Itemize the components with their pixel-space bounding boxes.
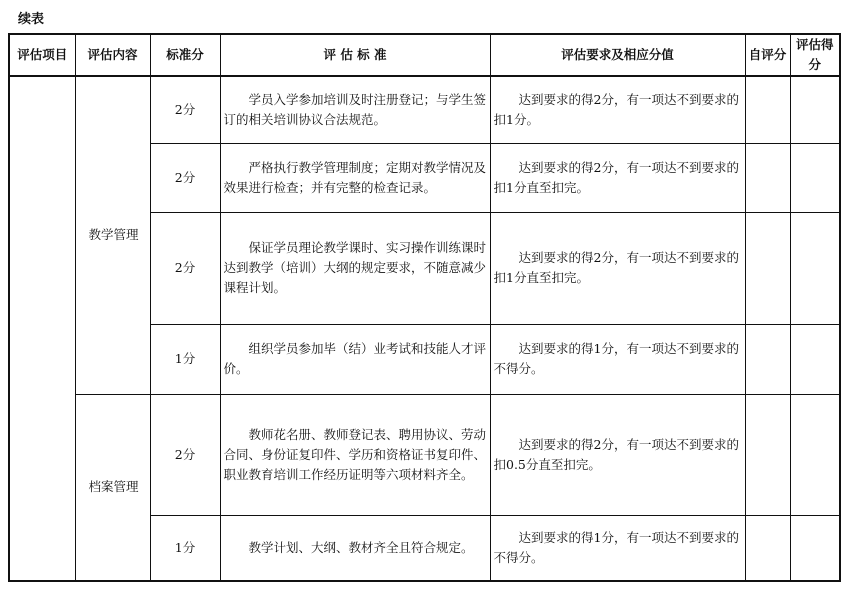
- group-archives-management: 档案管理: [75, 394, 150, 581]
- header-self-score: 自评分: [745, 34, 790, 76]
- standard-cell: 保证学员理论教学课时、实习操作训练课时达到教学（培训）大纲的规定要求，不随意减少课程计划。: [220, 212, 490, 324]
- eval-score-cell[interactable]: [790, 324, 840, 394]
- requirement-cell: 达到要求的得2分，有一项达不到要求的扣0.5分直至扣完。: [490, 394, 745, 515]
- self-score-cell[interactable]: [745, 76, 790, 143]
- eval-score-cell[interactable]: [790, 394, 840, 515]
- self-score-cell[interactable]: [745, 143, 790, 212]
- header-row: [9, 34, 840, 76]
- group-teaching-management: 教学管理: [75, 76, 150, 394]
- standard-cell: 学员入学参加培训及时注册登记；与学生签订的相关培训协议合法规范。: [220, 76, 490, 143]
- self-score-cell[interactable]: [745, 212, 790, 324]
- header-eval-item: 评估项目: [9, 34, 75, 76]
- self-score-cell[interactable]: [745, 324, 790, 394]
- requirement-cell: 达到要求的得1分，有一项达不到要求的不得分。: [490, 515, 745, 581]
- eval-score-cell[interactable]: [790, 76, 840, 143]
- table-row: [9, 76, 840, 143]
- eval-score-cell[interactable]: [790, 515, 840, 581]
- header-requirement: 评估要求及相应分值: [490, 34, 745, 76]
- score-cell: 2分: [150, 76, 220, 143]
- standard-cell: 教学计划、大纲、教材齐全且符合规定。: [220, 515, 490, 581]
- table-caption: 续表: [18, 12, 45, 27]
- requirement-cell: 达到要求的得2分，有一项达不到要求的扣1分。: [490, 76, 745, 143]
- requirement-cell: 达到要求的得2分，有一项达不到要求的扣1分直至扣完。: [490, 143, 745, 212]
- header-standard-score: 标准分: [150, 34, 220, 76]
- header-eval-content: 评估内容: [75, 34, 150, 76]
- requirement-cell: 达到要求的得2分，有一项达不到要求的扣1分直至扣完。: [490, 212, 745, 324]
- eval-item-cell: [9, 76, 75, 581]
- standard-cell: 教师花名册、教师登记表、聘用协议、劳动合同、身份证复印件、学历和资格证书复印件、职业教育培训工作经历证明等六项材料齐全。: [220, 394, 490, 515]
- self-score-cell[interactable]: [745, 515, 790, 581]
- standard-cell: 组织学员参加毕（结）业考试和技能人才评价。: [220, 324, 490, 394]
- self-score-cell[interactable]: [745, 394, 790, 515]
- score-cell: 2分: [150, 394, 220, 515]
- requirement-cell: 达到要求的得1分，有一项达不到要求的不得分。: [490, 324, 745, 394]
- score-cell: 1分: [150, 324, 220, 394]
- score-cell: 1分: [150, 515, 220, 581]
- evaluation-table: [8, 33, 841, 582]
- eval-score-cell[interactable]: [790, 212, 840, 324]
- header-eval-standard: 评 估 标 准: [220, 34, 490, 76]
- table-row: [9, 394, 840, 515]
- standard-cell: 严格执行教学管理制度；定期对教学情况及效果进行检查；并有完整的检查记录。: [220, 143, 490, 212]
- header-eval-score: 评估得分: [790, 34, 840, 76]
- score-cell: 2分: [150, 212, 220, 324]
- score-cell: 2分: [150, 143, 220, 212]
- eval-score-cell[interactable]: [790, 143, 840, 212]
